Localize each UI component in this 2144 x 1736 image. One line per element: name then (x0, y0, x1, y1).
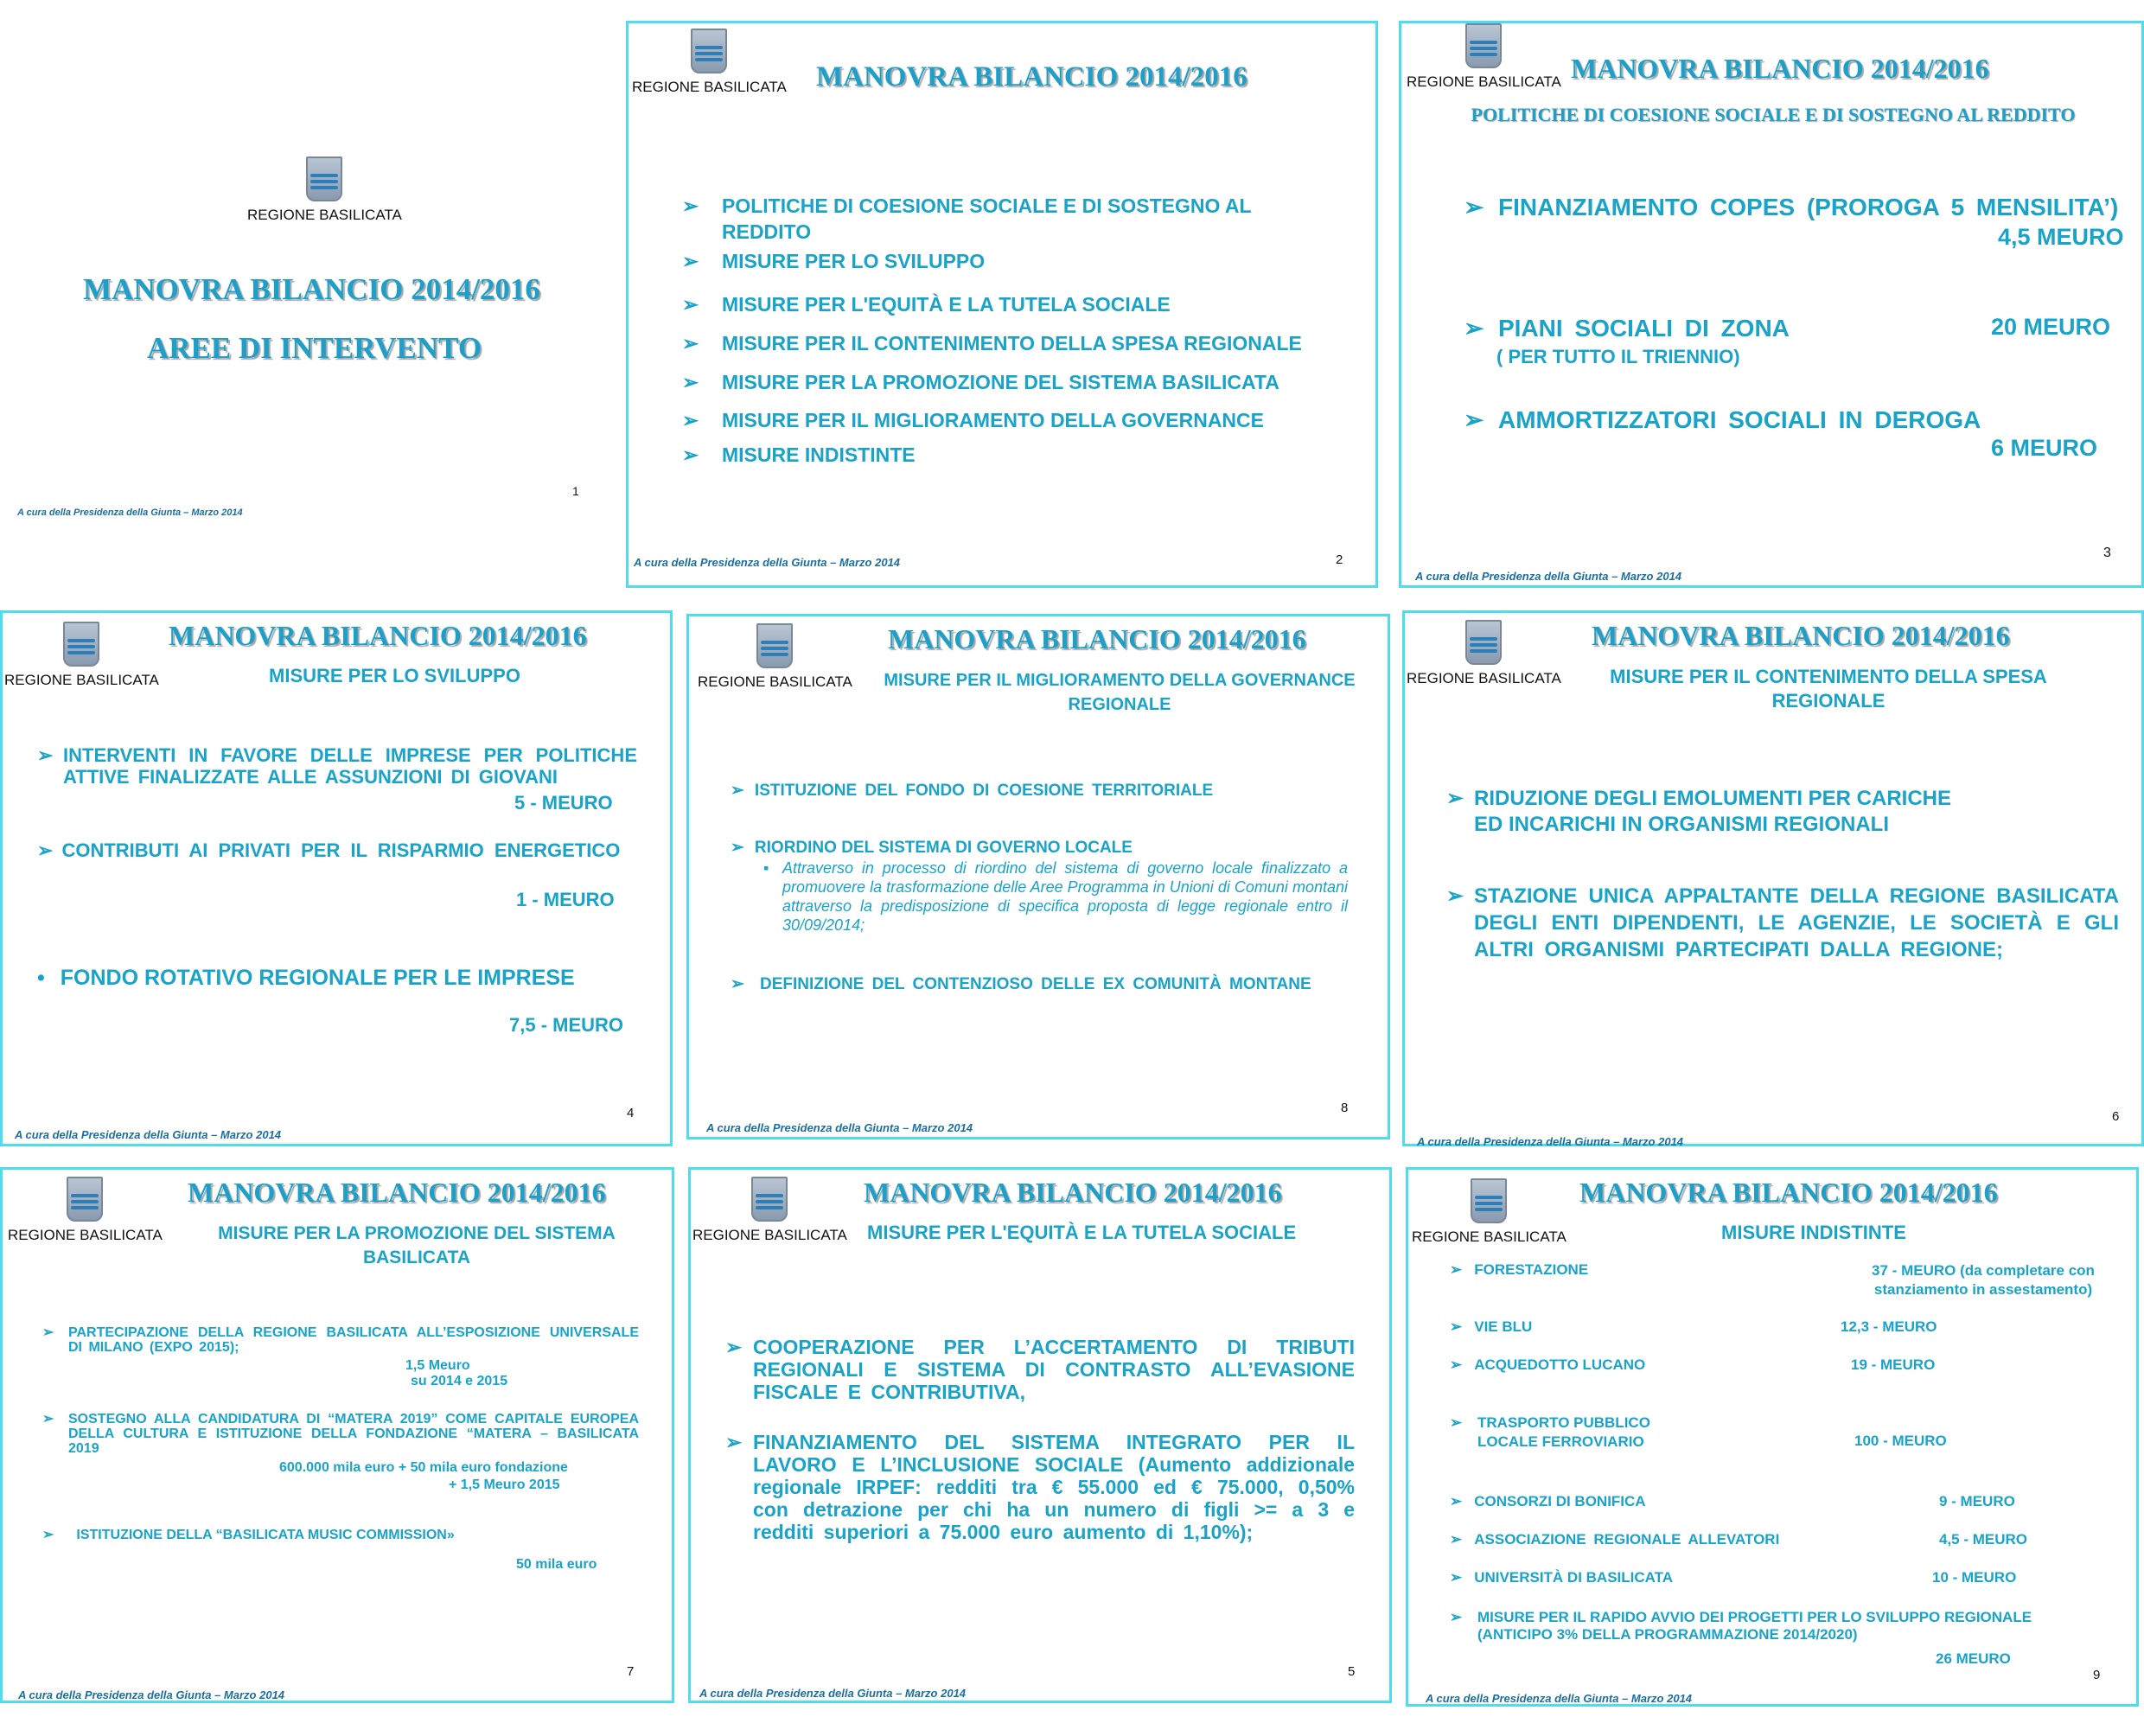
item-amount: 10 - MEURO (1932, 1569, 2017, 1586)
slide-title: MANOVRA BILANCIO 2014/2016 (816, 61, 1247, 93)
slide-8 (686, 614, 1390, 1139)
region-logo (4, 622, 159, 689)
slide-number: 8 (1341, 1101, 1349, 1115)
list-item: ➢ INTERVENTI IN FAVORE DELLE IMPRESE PER POLITICHE ATTIVE FINALIZZATE ALLE ASSUNZIONI DI GIOVANI (37, 744, 637, 788)
item-amount: 100 - MEURO (1854, 1433, 1947, 1449)
list-item: ➢ RIDUZIONE DEGLI EMOLUMENTI PER CARICHE ED INCARICHI IN ORGANISMI REGIONALI (1446, 787, 1952, 836)
region-coat-of-arms-icon (751, 1177, 788, 1222)
region-coat-of-arms-icon (1465, 23, 1502, 68)
slide-number: 5 (1348, 1664, 1356, 1679)
slide-number: 9 (2093, 1668, 2101, 1682)
region-logo (1407, 23, 1561, 91)
slide-number: 2 (1336, 552, 1343, 567)
item-amount: su 2014 e 2015 (411, 1374, 508, 1388)
region-coat-of-arms-icon (756, 623, 793, 668)
item-note: ( PER TUTTO IL TRIENNIO) (1496, 346, 1740, 367)
item-amount: 12,3 - MEURO (1841, 1318, 1937, 1335)
slide-7 (0, 1167, 674, 1703)
list-item: ➢ MISURE INDISTINTE (682, 444, 916, 466)
logo-text: REGIONE BASILICATA (1407, 73, 1561, 90)
region-coat-of-arms-icon (1465, 620, 1502, 665)
list-item: ➢ UNIVERSITÀ DI BASILICATA (1450, 1569, 1674, 1586)
region-logo (632, 29, 787, 96)
slide-footer: A cura della Presidenza della Giunta – Marzo 2014 (706, 1121, 973, 1134)
list-item: ➢ TRASPORTO PUBBLICO LOCALE FERROVIARIO (1450, 1414, 1650, 1450)
item-amount: 19 - MEURO (1851, 1356, 1936, 1373)
slide-title: MANOVRA BILANCIO 2014/2016 (1579, 1177, 1998, 1208)
list-item: ➢ MISURE PER IL MIGLIORAMENTO DELLA GOVERNANCE (682, 409, 1264, 431)
slide-4 (0, 610, 673, 1146)
logo-text: REGIONE BASILICATA (1412, 1229, 1567, 1245)
list-item: ➢ VIE BLU (1450, 1318, 1533, 1335)
item-amount: 5 - MEURO (514, 792, 613, 814)
list-item: ➢ RIORDINO DEL SISTEMA DI GOVERNO LOCALE (731, 839, 1133, 857)
slide-number: 1 (572, 484, 579, 498)
item-amount: 37 - MEURO (da completare con stanziamento in assestamento) (1872, 1262, 2095, 1298)
list-item: ➢ STAZIONE UNICA APPALTANTE DELLA REGIONE BASILICATA DEGLI ENTI DIPENDENTI, LE AGENZIE, LE SOCIETÀ E GLI ALTRI ORGANISMI PARTECIPATI DALLA REGIONE; (1446, 884, 2119, 961)
list-item: ➢ COOPERAZIONE PER L’ACCERTAMENTO DI TRIBUTI REGIONALI E SISTEMA DI CONTRASTO ALL’EVASIONE FISCALE E CONTRIBUTIVA, (725, 1336, 1355, 1403)
list-item: ➢ FINANZIAMENTO COPES (PROROGA 5 MENSILITA’) (1464, 194, 2119, 220)
region-logo (8, 1177, 163, 1244)
slide-footer: A cura della Presidenza della Giunta – Marzo 2014 (1415, 570, 1682, 583)
item-amount: 1,5 Meuro (405, 1358, 470, 1373)
list-item: ➢ MISURE PER LA PROMOZIONE DEL SISTEMA BASILICATA (682, 371, 1279, 393)
logo-text: REGIONE BASILICATA (698, 673, 852, 690)
list-item: ➢ MISURE PER L'EQUITÀ E LA TUTELA SOCIALE (682, 293, 1171, 316)
list-item: ➢ MISURE PER IL CONTENIMENTO DELLA SPESA REGIONALE (682, 332, 1302, 354)
slide-title: MANOVRA BILANCIO 2014/2016 (864, 1177, 1282, 1208)
logo-text: REGIONE BASILICATA (1407, 670, 1561, 686)
region-logo (1412, 1178, 1567, 1246)
list-item: ➢ SOSTEGNO ALLA CANDIDATURA DI “MATERA 2019” COME CAPITALE EUROPEA DELLA CULTURA E ISTITUZIONE DELLA FONDAZIONE “MATERA – BASILICATA 2019 (42, 1412, 639, 1456)
slide-subtitle: MISURE PER IL MIGLIORAMENTO DELLA GOVERNANCE REGIONALE (884, 671, 1356, 714)
list-item: ➢ PARTECIPAZIONE DELLA REGIONE BASILICATA ALL’ESPOSIZIONE UNIVERSALE DI MILANO (EXPO 2015); (42, 1325, 639, 1355)
slide-title: MANOVRA BILANCIO 2014/2016 (888, 623, 1306, 654)
list-item: ➢ ACQUEDOTTO LUCANO (1450, 1356, 1646, 1373)
slide-footer: A cura della Presidenza della Giunta – Marzo 2014 (18, 1688, 285, 1701)
list-item: ➢ CONTRIBUTI AI PRIVATI PER IL RISPARMIO ENERGETICO (37, 839, 621, 861)
list-item: ➢ DEFINIZIONE DEL CONTENZIOSO DELLE EX COMUNITÀ MONTANE (731, 975, 1311, 993)
slide-subtitle: MISURE PER IL CONTENIMENTO DELLA SPESA REGIONALE (1610, 666, 2047, 712)
slide-number: 7 (627, 1664, 635, 1679)
item-amount: 1 - MEURO (516, 889, 615, 910)
region-coat-of-arms-icon (63, 622, 99, 667)
slide-footer: A cura della Presidenza della Giunta – Marzo 2014 (17, 507, 243, 518)
slide-footer: A cura della Presidenza della Giunta – Marzo 2014 (634, 556, 901, 569)
item-amount: 4,5 MEURO (1998, 224, 2124, 250)
item-amount: 20 MEURO (1991, 314, 2111, 340)
slide-3 (1399, 21, 2144, 588)
logo-text: REGIONE BASILICATA (4, 672, 159, 688)
logo-text: REGIONE BASILICATA (632, 79, 787, 95)
slide-title: MANOVRA BILANCIO 2014/2016 (83, 272, 540, 306)
region-logo (698, 623, 852, 691)
list-item: ➢ POLITICHE DI COESIONE SOCIALE E DI SOSTEGNO AL REDDITO (682, 195, 1252, 243)
region-coat-of-arms-icon (691, 29, 727, 73)
region-logo (247, 156, 402, 224)
list-item: ➢ PIANI SOCIALI DI ZONA (1464, 315, 1790, 341)
list-item: ➢ ISTITUZIONE DELLA “BASILICATA MUSIC COMMISSION» (42, 1528, 455, 1542)
item-amount: 7,5 - MEURO (509, 1014, 624, 1036)
slide-title: MANOVRA BILANCIO 2014/2016 (188, 1177, 606, 1208)
region-logo (692, 1177, 847, 1244)
slide-5 (688, 1167, 1392, 1703)
slide-1 (0, 22, 605, 532)
list-item: ➢ FINANZIAMENTO DEL SISTEMA INTEGRATO PER IL LAVORO E L’INCLUSIONE SOCIALE (Aumento addizionale regionale IRPEF: redditi tra € 55.000 ed € 75.000, 0,50% con detrazione per chi ha un numero di figli >= a 3 e redditi superiori a 75.000 euro aumento di 1,10%); (725, 1431, 1356, 1543)
slide-footer: A cura della Presidenza della Giunta – Marzo 2014 (1417, 1135, 1684, 1148)
list-item: ➢ FORESTAZIONE (1450, 1261, 1589, 1278)
item-amount: 4,5 - MEURO (1939, 1531, 2028, 1548)
logo-text: REGIONE BASILICATA (8, 1227, 163, 1243)
list-item: ➢ AMMORTIZZATORI SOCIALI IN DEROGA (1464, 406, 1981, 433)
slide-subtitle: POLITICHE DI COESIONE SOCIALE E DI SOSTEGNO AL REDDITO (1471, 104, 2076, 125)
list-item: • FONDO ROTATIVO REGIONALE PER LE IMPRESE (37, 966, 575, 990)
item-amount: 26 MEURO (1936, 1650, 2011, 1667)
item-amount: + 1,5 Meuro 2015 (449, 1478, 560, 1492)
list-item: ➢ MISURE PER LO SVILUPPO (682, 250, 986, 272)
slide-number: 4 (627, 1106, 635, 1120)
slide-footer: A cura della Presidenza della Giunta – Marzo 2014 (1426, 1692, 1693, 1705)
slide-title: MANOVRA BILANCIO 2014/2016 (1571, 53, 1989, 84)
region-logo (1407, 620, 1561, 687)
list-item: ➢ ASSOCIAZIONE REGIONALE ALLEVATORI (1450, 1531, 1780, 1548)
list-item: ➢ ISTITUZIONE DEL FONDO DI COESIONE TERRITORIALE (731, 782, 1214, 800)
list-item: ➢ MISURE PER IL RAPIDO AVVIO DEI PROGETTI PER LO SVILUPPO REGIONALE (ANTICIPO 3% DELLA PROGRAMMAZIONE 2014/2020) (1450, 1609, 2032, 1643)
slide-number: 6 (2112, 1109, 2120, 1124)
logo-text: REGIONE BASILICATA (247, 207, 402, 223)
region-coat-of-arms-icon (1471, 1178, 1507, 1223)
slide-subtitle: MISURE PER LA PROMOZIONE DEL SISTEMA BASILICATA (218, 1223, 616, 1267)
region-coat-of-arms-icon (67, 1177, 103, 1222)
slide-subtitle: MISURE INDISTINTE (1721, 1222, 1906, 1243)
slide-footer: A cura della Presidenza della Giunta – Marzo 2014 (699, 1687, 967, 1700)
region-coat-of-arms-icon (306, 156, 342, 201)
item-amount: 6 MEURO (1991, 435, 2098, 461)
item-amount: 50 mila euro (516, 1557, 597, 1572)
slide-9 (1406, 1167, 2139, 1707)
logo-text: REGIONE BASILICATA (692, 1227, 847, 1243)
item-amount: 600.000 mila euro + 50 mila euro fondazione (279, 1460, 568, 1475)
list-subitem: ▪ Attraverso in processo di riordino del sistema di governo locale finalizzato a promuovere la trasformazione delle Aree Programma in Unioni di Comuni montani attraverso la predisposizione di specifica proposta di legge regionale entro il 30/09/2014; (763, 859, 1348, 934)
slide-2 (626, 21, 1378, 588)
slide-number: 3 (2103, 546, 2111, 560)
slide-subtitle: AREE DI INTERVENTO (147, 331, 482, 365)
slide-subtitle: MISURE PER LO SVILUPPO (269, 665, 520, 686)
list-item: ➢ CONSORZI DI BONIFICA (1450, 1493, 1646, 1509)
slide-subtitle: MISURE PER L'EQUITÀ E LA TUTELA SOCIALE (867, 1222, 1297, 1243)
item-amount: 9 - MEURO (1939, 1493, 2015, 1509)
slide-title: MANOVRA BILANCIO 2014/2016 (169, 620, 587, 651)
slide-6 (1402, 610, 2144, 1146)
slide-footer: A cura della Presidenza della Giunta – Marzo 2014 (15, 1128, 282, 1141)
slide-title: MANOVRA BILANCIO 2014/2016 (1592, 620, 2010, 651)
